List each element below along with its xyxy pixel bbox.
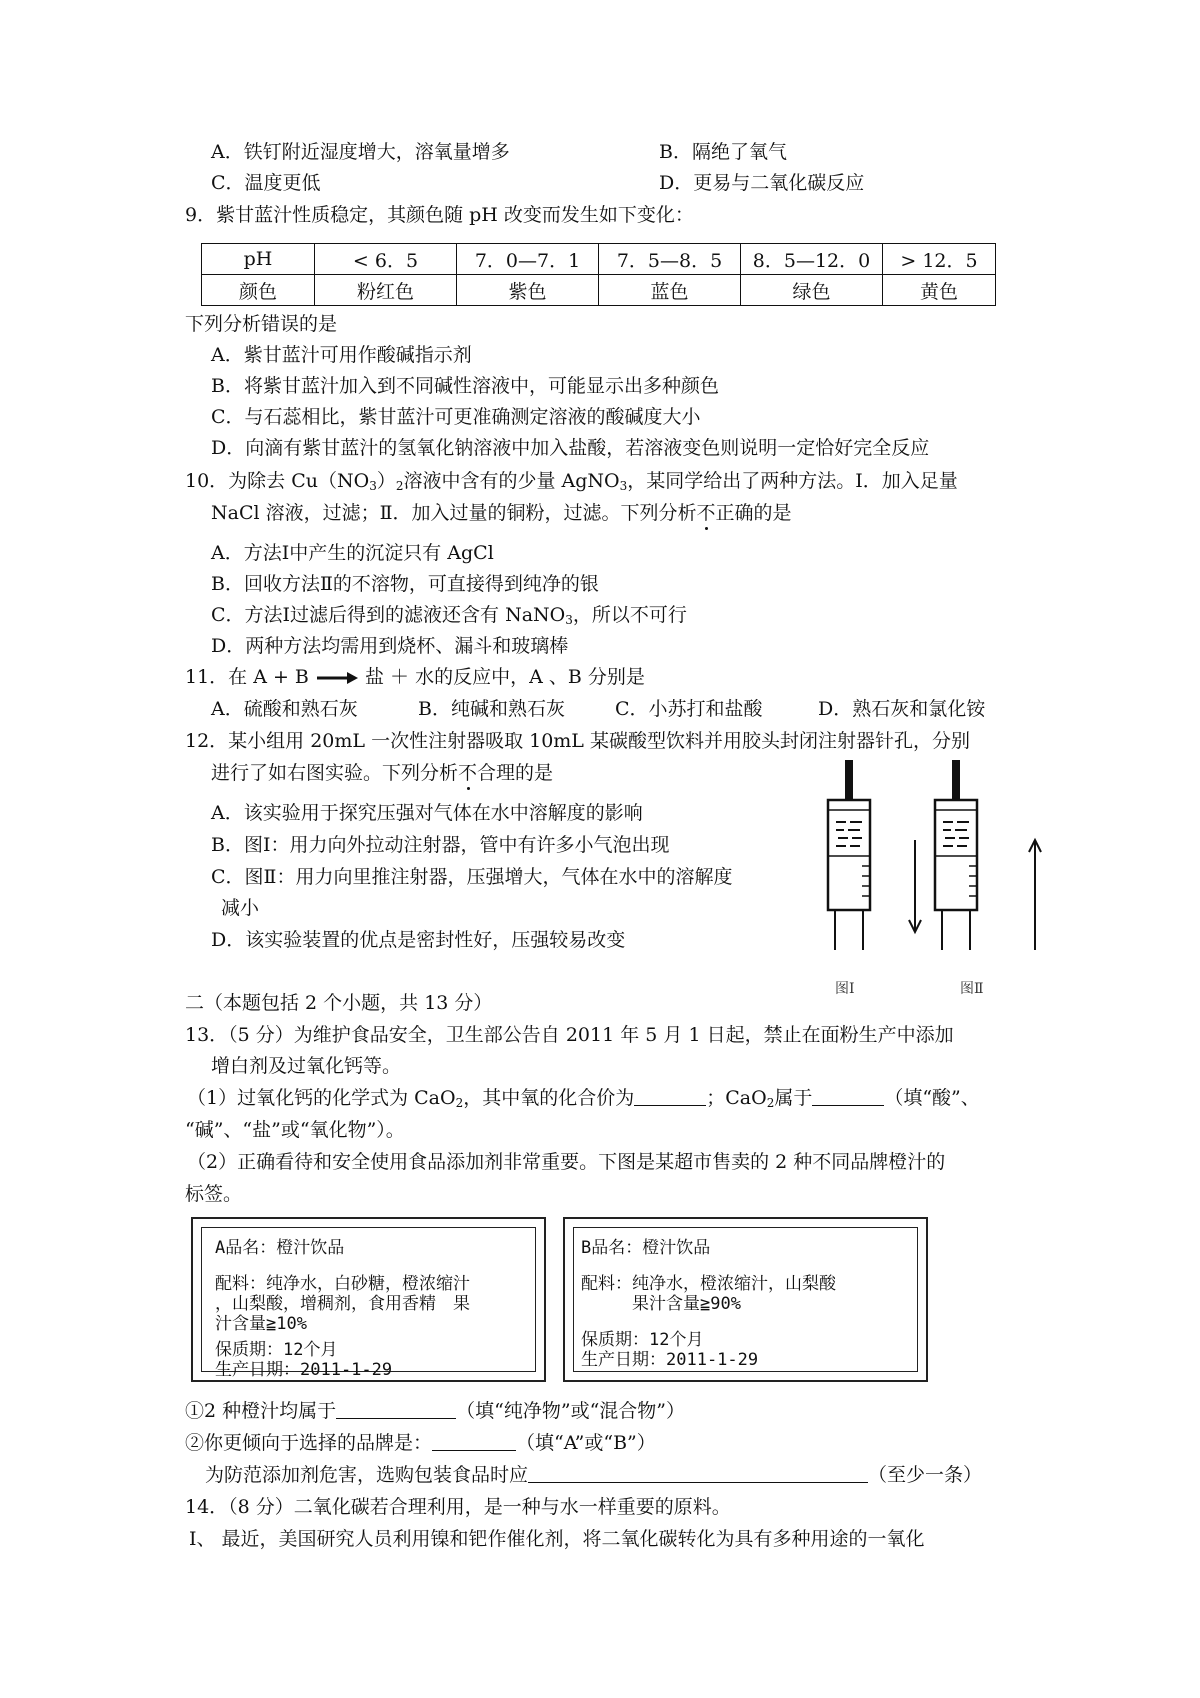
q9-prompt: 下列分析错误的是	[185, 313, 338, 335]
answer-blank[interactable]	[528, 1464, 868, 1483]
text: ，所以不可行	[572, 604, 687, 626]
label-a-name: A品名：橙汁饮品	[215, 1238, 345, 1258]
syringe-2-icon	[935, 760, 977, 950]
q12-option-a: A．该实验用于探究压强对气体在水中溶解度的影响	[211, 802, 643, 824]
text: 属于	[774, 1087, 813, 1109]
text: ）	[376, 470, 396, 492]
figure-2-caption: 图Ⅱ	[960, 981, 984, 997]
q9-option-c: C．与石蕊相比，紫甘蓝汁可更准确测定溶液的酸碱度大小	[211, 406, 701, 428]
text: ，某同学给出了两种方法。Ⅰ．加入足量	[627, 470, 958, 492]
text: 合理的是	[477, 762, 554, 784]
subscript: 3	[369, 479, 377, 493]
q13-part1-line2: “碱”、“盐”或“氧化物”）。	[185, 1119, 405, 1141]
emphasis-text: 不	[696, 502, 716, 524]
table-cell: < 6．5	[315, 244, 457, 275]
q13-part1-line1	[187, 1087, 980, 1110]
q9-stem: 9．紫甘蓝汁性质稳定，其颜色随 pH 改变而发生如下变化：	[185, 204, 694, 226]
table-cell: > 12．5	[883, 244, 996, 275]
label-a-ingredients-2: ，山梨酸，增稠剂，食用香精 果	[215, 1294, 470, 1314]
text: NaCl 溶液，过滤；Ⅱ．加入过量的铜粉，过滤。下列分析	[211, 502, 697, 524]
figure-1-caption: 图Ⅰ	[835, 981, 855, 997]
text: 11．在 A + B	[185, 666, 309, 688]
label-b-ingredients-1: 配料：纯净水，橙浓缩汁，山梨酸	[581, 1274, 836, 1294]
text: （填“纯净物”或“混合物”）	[456, 1400, 685, 1422]
q14-stem: 14．（8 分）二氧化碳若合理利用，是一种与水一样重要的原料。	[185, 1496, 731, 1518]
q10-option-c	[211, 604, 687, 627]
subscript: 3	[565, 613, 573, 627]
label-b-production-date: 生产日期：2011-1-29	[581, 1350, 759, 1370]
q9-option-d: D．向滴有紫甘蓝汁的氢氧化钠溶液中加入盐酸，若溶液变色则说明一定恰好完全反应	[211, 437, 930, 459]
text: 为防范添加剂危害，选购包装食品时应	[205, 1464, 529, 1486]
q8-option-d: D．更易与二氧化碳反应	[659, 172, 865, 194]
text: 溶液中含有的少量 AgNO	[403, 470, 620, 492]
table-cell: 蓝色	[599, 275, 741, 306]
juice-label-b	[563, 1217, 928, 1382]
label-a-production-date: 生产日期：2011-1-29	[215, 1360, 393, 1380]
text: （填“A”或“B”）	[516, 1432, 656, 1454]
table-cell: 7．0—7．1	[457, 244, 599, 275]
q11-option-a: A．硫酸和熟石灰	[211, 698, 358, 720]
subscript: 3	[619, 479, 628, 493]
q11-option-b: B．纯碱和熟石灰	[418, 698, 565, 720]
q11-stem	[185, 666, 645, 689]
q13-stem-line2: 增白剂及过氧化钙等。	[211, 1055, 402, 1077]
text: C．方法Ⅰ过滤后得到的滤液还含有 NaNO	[211, 604, 566, 626]
text: 正确的是	[715, 502, 792, 524]
q8-option-a: A．铁钉附近湿度增大，溶氧量增多	[211, 141, 510, 163]
q14-part1: Ⅰ、 最近，美国研究人员利用镍和钯作催化剂，将二氧化碳转化为具有多种用途的一氧化	[189, 1528, 925, 1550]
answer-blank[interactable]	[812, 1087, 884, 1106]
reaction-arrow-icon	[315, 671, 359, 685]
syringe-figure	[810, 760, 1060, 950]
q13-part2-line1: （2）正确看待和安全使用食品添加剂非常重要。下图是某超市售卖的 2 种不同品牌橙汁的	[187, 1151, 946, 1173]
section-2-heading: 二（本题包括 2 个小题，共 13 分）	[185, 992, 493, 1014]
q9-option-a: A．紫甘蓝汁可用作酸碱指示剂	[211, 344, 472, 366]
syringe-1-icon	[828, 760, 870, 950]
q11-option-d: D．熟石灰和氯化铵	[818, 698, 986, 720]
q12-option-d: D．该实验装置的优点是密封性好，压强较易改变	[211, 929, 626, 951]
label-a-ingredients-1: 配料：纯净水，白砂糖，橙浓缩汁	[215, 1274, 470, 1294]
label-b-ingredients-2: 果汁含量≧90%	[581, 1294, 741, 1314]
q9-option-b: B．将紫甘蓝汁加入到不同碱性溶液中，可能显示出多种颜色	[211, 375, 719, 397]
q13-stem-line1: 13．（5 分）为维护食品安全，卫生部公告自 2011 年 5 月 1 日起，禁止在面粉生产中添加	[185, 1024, 954, 1046]
text: （填“酸”、	[884, 1087, 980, 1109]
juice-label-a	[191, 1217, 546, 1382]
label-a-ingredients-3: 汁含量≧10%	[215, 1314, 307, 1334]
table-cell: 粉红色	[315, 275, 457, 306]
table-cell: 紫色	[457, 275, 599, 306]
subscript: 2	[455, 1096, 464, 1110]
emphasis-text: 不	[458, 762, 478, 784]
q13-part2-line2: 标签。	[185, 1183, 243, 1205]
q10-stem-line2	[211, 502, 792, 525]
text: （1）过氧化钙的化学式为 CaO	[187, 1087, 456, 1109]
q12-stem-line1: 12．某小组用 20mL 一次性注射器吸取 10mL 某碳酸型饮料并用胶头封闭注射器针孔，分别	[185, 730, 970, 752]
table-cell: 8．5—12．0	[741, 244, 883, 275]
label-a-shelf-life: 保质期：12个月	[215, 1340, 338, 1360]
text: ；CaO	[706, 1087, 767, 1109]
table-row	[202, 275, 996, 306]
answer-blank[interactable]	[634, 1087, 706, 1106]
q12-stem-line2	[211, 762, 553, 785]
table-cell: 7．5—8．5	[599, 244, 741, 275]
text: ②你更倾向于选择的品牌是：	[185, 1432, 433, 1454]
q12-option-c-cont: 减小	[221, 897, 260, 919]
ph-color-table	[201, 243, 996, 306]
q12-option-c: C．图Ⅱ：用力向里推注射器，压强增大，气体在水中的溶解度	[211, 866, 733, 888]
table-cell: 颜色	[202, 275, 315, 306]
table-cell: 绿色	[741, 275, 883, 306]
text: 进行了如右图实验。下列分析	[211, 762, 459, 784]
text: ①2 种橙汁均属于	[185, 1400, 337, 1422]
text: ，其中氧的化合价为	[463, 1087, 635, 1109]
q10-option-b: B．回收方法Ⅱ的不溶物，可直接得到纯净的银	[211, 573, 599, 595]
subscript: 2	[395, 479, 404, 493]
q8-option-b: B．隔绝了氧气	[659, 141, 787, 163]
answer-blank[interactable]	[336, 1400, 456, 1419]
label-b-name: B品名：橙汁饮品	[581, 1238, 711, 1258]
answer-blank[interactable]	[432, 1432, 516, 1451]
q13-sub3	[205, 1464, 982, 1487]
q8-option-c: C．温度更低	[211, 172, 321, 194]
label-b-shelf-life: 保质期：12个月	[581, 1330, 704, 1350]
text: 10．为除去 Cu（NO	[185, 470, 370, 492]
table-row	[202, 244, 996, 275]
table-cell: pH	[202, 244, 315, 275]
q11-option-c: C．小苏打和盐酸	[615, 698, 763, 720]
q10-option-d: D．两种方法均需用到烧杯、漏斗和玻璃棒	[211, 635, 569, 657]
subscript: 2	[766, 1096, 775, 1110]
table-cell: 黄色	[883, 275, 996, 306]
q12-option-b: B．图Ⅰ：用力向外拉动注射器，管中有许多小气泡出现	[211, 834, 670, 856]
q10-stem-line1	[185, 470, 958, 493]
q13-sub1	[185, 1400, 685, 1423]
text: 盐 ＋ 水的反应中，A 、B 分别是	[365, 666, 645, 688]
text: （至少一条）	[868, 1464, 983, 1486]
q13-sub2	[185, 1432, 656, 1455]
q10-option-a: A．方法Ⅰ中产生的沉淀只有 AgCl	[211, 542, 494, 564]
